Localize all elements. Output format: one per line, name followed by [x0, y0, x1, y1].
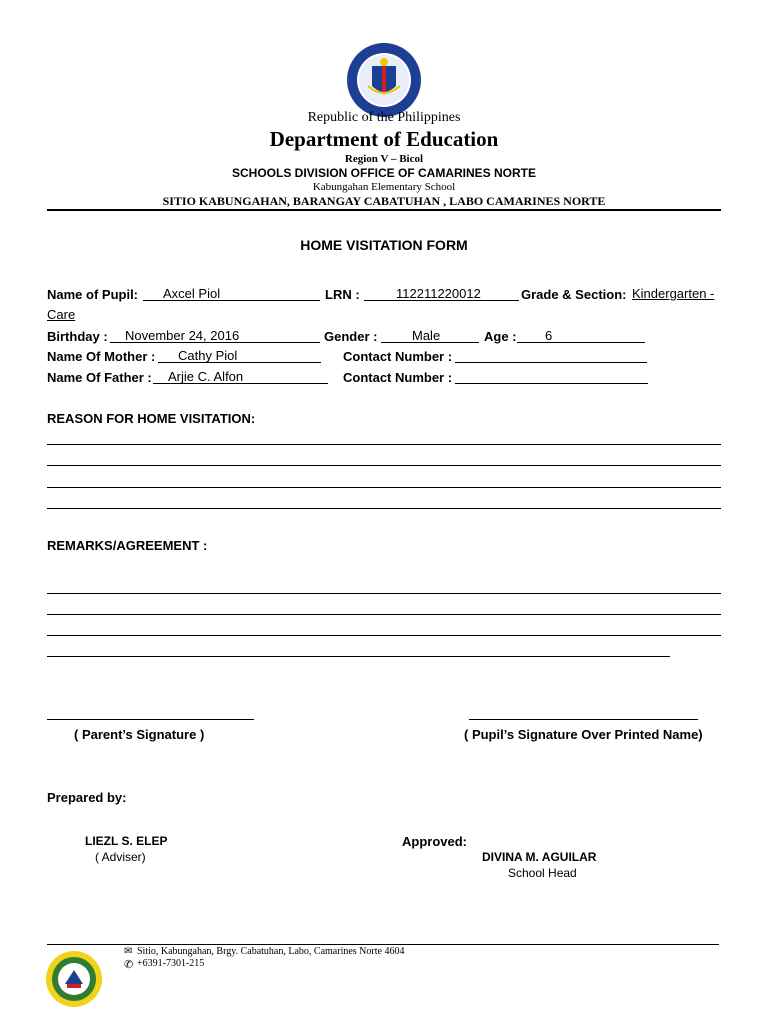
lrn-label: LRN :: [325, 287, 360, 302]
remarks-heading: REMARKS/AGREEMENT :: [47, 538, 208, 553]
republic-line: Republic of the Philippines: [307, 110, 461, 125]
form-title: HOME VISITATION FORM: [300, 237, 468, 253]
remarks-line: [47, 614, 721, 615]
header-divider: [47, 209, 721, 211]
lrn-value: 112211220012: [396, 286, 481, 301]
father-label: Name Of Father :: [47, 370, 152, 385]
grade-value-cont: Care: [47, 307, 76, 322]
footer-divider: [47, 944, 719, 945]
grade-value: Kindergarten -: [632, 286, 715, 301]
mother-value: Cathy Piol: [178, 348, 238, 363]
birthday-label: Birthday :: [47, 329, 108, 344]
address-line: SITIO KABUNGAHAN, BARANGAY CABATUHAN , LABO CAMARINES NORTE: [162, 194, 606, 208]
gender-value: Male: [412, 328, 441, 343]
department-title: Department of Education: [269, 127, 499, 151]
grade-label: Grade & Section:: [521, 287, 627, 302]
head-name: DIVINA M. AGUILAR: [482, 850, 597, 864]
footer-phone: +6391-7301-215: [137, 958, 205, 969]
mother-contact-underline: [455, 362, 647, 363]
prepared-by-label: Prepared by:: [47, 790, 127, 805]
remarks-line: [47, 635, 721, 636]
school-logo: [45, 950, 103, 1008]
gender-label: Gender :: [324, 329, 378, 344]
mother-label: Name Of Mother :: [47, 349, 156, 364]
reason-line: [47, 508, 721, 509]
age-value: 6: [545, 328, 553, 343]
remarks-line: [47, 593, 721, 594]
pupil-value: Axcel Piol: [163, 286, 221, 301]
division-line: SCHOOLS DIVISION OFFICE OF CAMARINES NORTE: [231, 166, 536, 180]
father-contact-label: Contact Number :: [343, 370, 453, 385]
parent-signature-line: [47, 719, 254, 720]
approved-label: Approved:: [402, 834, 467, 849]
reason-line: [47, 444, 721, 445]
remarks-line: [47, 656, 670, 657]
adviser-name: LIEZL S. ELEP: [85, 834, 168, 848]
age-underline: [517, 342, 645, 343]
adviser-title: ( Adviser): [95, 850, 146, 864]
reason-line: [47, 465, 721, 466]
age-label: Age :: [484, 329, 517, 344]
birthday-value: November 24, 2016: [125, 328, 240, 343]
father-value: Arjie C. Alfon: [168, 369, 244, 384]
reason-line: [47, 487, 721, 488]
pupil-signature-label: ( Pupil’s Signature Over Printed Name): [464, 727, 703, 742]
pupil-signature-line: [469, 719, 698, 720]
mother-contact-label: Contact Number :: [343, 349, 453, 364]
footer-address: Sitio, Kabungahan, Brgy. Cabatuhan, Labo, Camarines Norte 4604: [137, 946, 405, 957]
parent-signature-label: ( Parent’s Signature ): [74, 727, 205, 742]
reason-heading: REASON FOR HOME VISITATION:: [47, 411, 256, 426]
mail-icon: ✉: [124, 946, 133, 957]
phone-icon: ✆: [124, 959, 134, 971]
region-line: Region V – Bicol: [344, 153, 424, 165]
deped-seal: [346, 42, 422, 118]
pupil-label: Name of Pupil:: [47, 287, 139, 302]
father-contact-underline: [455, 383, 648, 384]
head-title: School Head: [508, 866, 577, 880]
school-line: Kabungahan Elementary School: [312, 181, 456, 193]
